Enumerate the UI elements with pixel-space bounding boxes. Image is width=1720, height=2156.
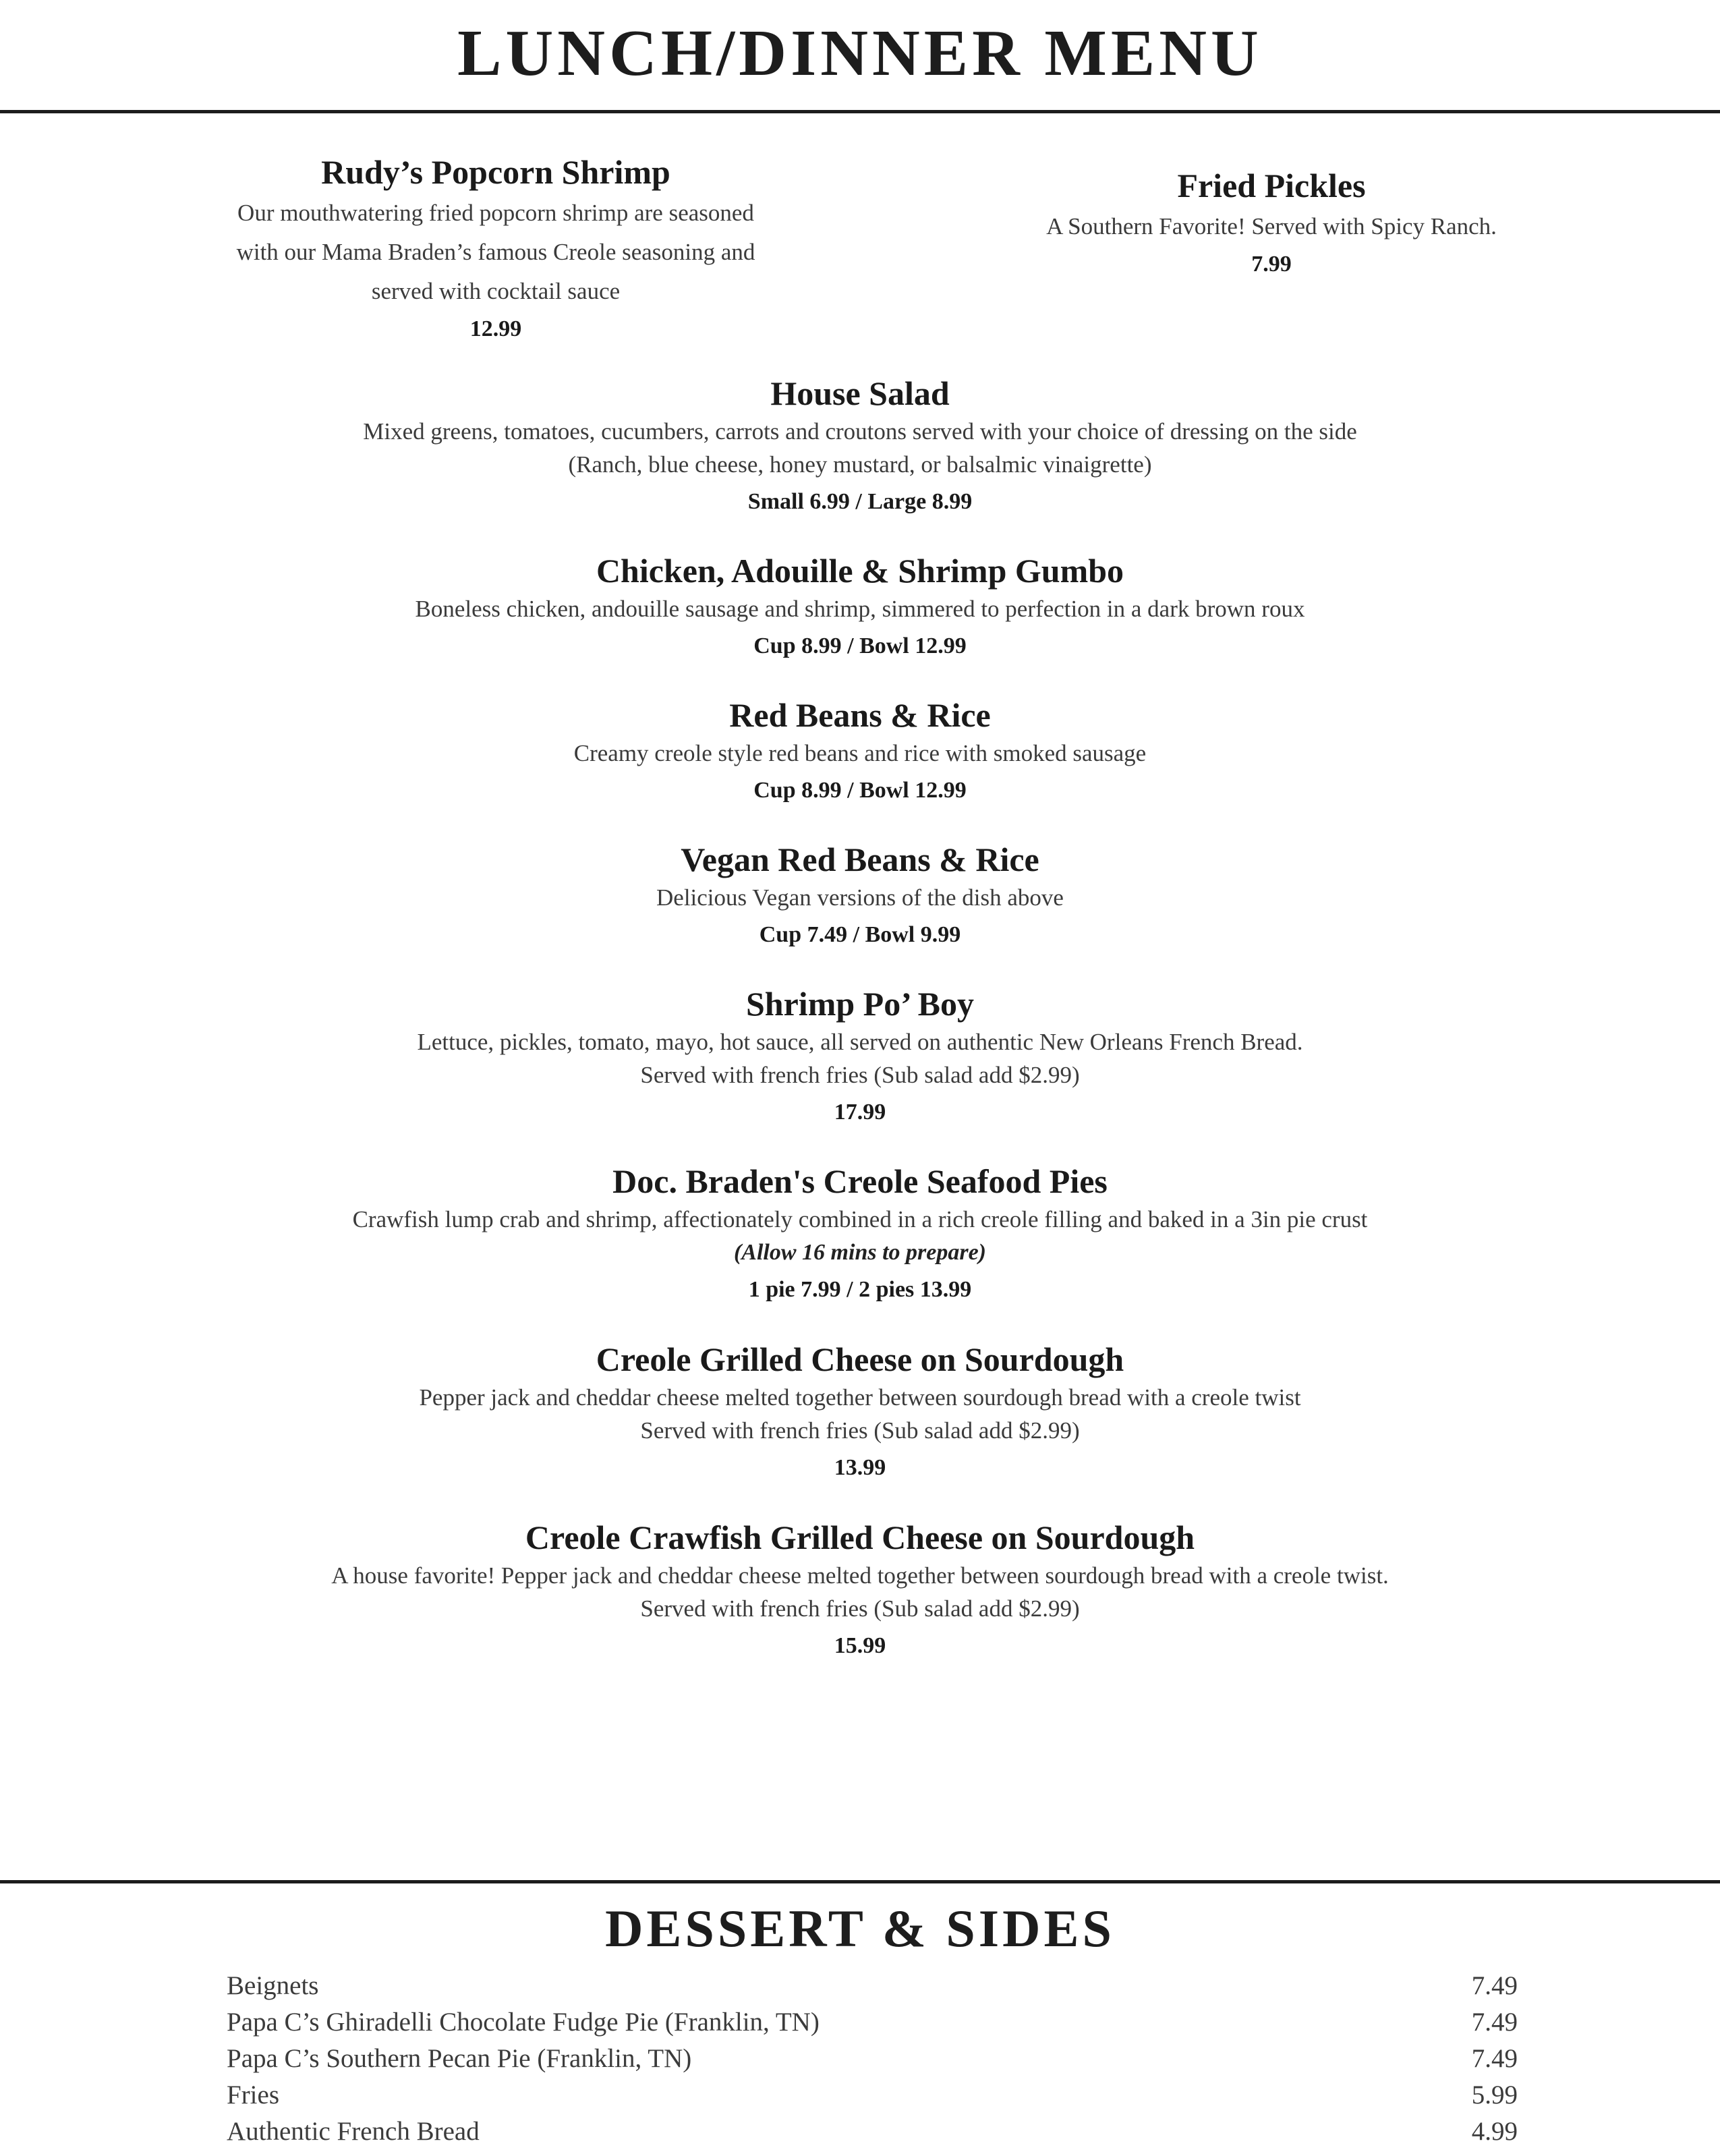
item-name: Rudy’s Popcorn Shrimp [321, 153, 670, 191]
description-line: (Ranch, blue cheese, honey mustard, or balsalmic vinaigrette) [568, 451, 1152, 478]
item-description [0, 1559, 1720, 1625]
item-description [0, 415, 1720, 481]
menu-item-seafood-pies [0, 1163, 1720, 1302]
item-description [0, 592, 1720, 625]
item-description [0, 881, 1720, 914]
description-line: Our mouthwatering fried popcorn shrimp are seasoned [237, 200, 754, 226]
item-price: 17.99 [834, 1100, 886, 1125]
side-name: Papa C’s Southern Pecan Pie (Franklin, TN) [227, 2044, 692, 2073]
item-price: 1 pie 7.99 / 2 pies 13.99 [748, 1277, 972, 1302]
top-divider [0, 110, 1720, 113]
item-price: Cup 8.99 / Bowl 12.99 [753, 633, 967, 658]
item-price: 15.99 [834, 1633, 886, 1658]
menu-item-grilled-cheese [0, 1341, 1720, 1480]
description-line: Served with french fries (Sub salad add $2.99) [640, 1595, 1080, 1622]
description-line: Mixed greens, tomatoes, cucumbers, carrots and croutons served with your choice of dressing on the side [363, 418, 1357, 445]
side-price: 7.49 [1471, 2044, 1518, 2073]
item-name: Creole Grilled Cheese on Sourdough [596, 1340, 1124, 1378]
item-name: Shrimp Po’ Boy [746, 985, 974, 1023]
item-name: Vegan Red Beans & Rice [681, 841, 1039, 878]
item-name: Fried Pickles [1177, 167, 1366, 204]
side-name: Authentic French Bread [227, 2117, 480, 2146]
dessert-sides-list [227, 1968, 1518, 2150]
item-name: Creole Crawfish Grilled Cheese on Sourdough [525, 1519, 1195, 1556]
item-price: 13.99 [834, 1455, 886, 1480]
description-line: Served with french fries (Sub salad add $2.99) [640, 1417, 1080, 1444]
item-description [0, 1025, 1720, 1091]
item-name: House Salad [770, 374, 950, 412]
description-line: Crawfish lump crab and shrimp, affectionately combined in a rich creole filling and baked in a 3in pie crust [352, 1206, 1368, 1232]
list-item [227, 2077, 1518, 2114]
description-line: served with cocktail sauce [371, 278, 621, 304]
item-price: Cup 8.99 / Bowl 12.99 [753, 778, 967, 803]
item-name: Doc. Braden's Creole Seafood Pies [612, 1162, 1108, 1200]
description-line: Delicious Vegan versions of the dish above [656, 884, 1064, 911]
list-item [227, 2041, 1518, 2077]
item-description [0, 1381, 1720, 1447]
menu-item-vegan-red-beans [0, 841, 1720, 947]
list-item [227, 2114, 1518, 2150]
menu-item-po-boy [0, 986, 1720, 1125]
menu-item-fried-pickles [931, 167, 1612, 277]
menu-item-gumbo [0, 552, 1720, 658]
menu-item-house-salad [0, 375, 1720, 514]
description-line: Served with french fries (Sub salad add $2.99) [640, 1062, 1080, 1088]
side-name: Beignets [227, 1971, 319, 2000]
page-title: LUNCH/DINNER MENU [457, 17, 1263, 90]
side-price: 4.99 [1471, 2117, 1518, 2146]
item-description [0, 737, 1720, 770]
item-price: 12.99 [469, 316, 522, 341]
description-line: Boneless chicken, andouille sausage and shrimp, simmered to perfection in a dark brown roux [415, 596, 1305, 622]
menu-item-crawfish-grilled-cheese [0, 1519, 1720, 1658]
description-line: Pepper jack and cheddar cheese melted together between sourdough bread with a creole twist [419, 1384, 1301, 1411]
item-description [0, 1203, 1720, 1269]
item-name: Red Beans & Rice [729, 696, 991, 734]
item-price: Cup 7.49 / Bowl 9.99 [759, 922, 961, 947]
description-line: Creamy creole style red beans and rice with smoked sausage [573, 740, 1147, 766]
menu-item-red-beans [0, 697, 1720, 803]
side-price: 5.99 [1471, 2080, 1518, 2109]
item-description [162, 194, 830, 311]
description-line: Lettuce, pickles, tomato, mayo, hot sauce, all served on authentic New Orleans French Bread. [417, 1029, 1303, 1055]
item-price: 7.99 [1251, 252, 1292, 277]
section-title-dessert-sides: DESSERT & SIDES [605, 1899, 1115, 1958]
description-line: A Southern Favorite! Served with Spicy Ranch. [1046, 213, 1497, 239]
list-item [227, 1968, 1518, 2004]
side-price: 7.49 [1471, 2008, 1518, 2037]
item-price: Small 6.99 / Large 8.99 [747, 489, 973, 514]
side-name: Papa C’s Ghiradelli Chocolate Fudge Pie (Franklin, TN) [227, 2008, 820, 2037]
section-divider [0, 1880, 1720, 1883]
side-name: Fries [227, 2080, 279, 2109]
description-line: A house favorite! Pepper jack and cheddar cheese melted together between sourdough bread with a creole twist. [331, 1562, 1389, 1589]
menu-item-popcorn-shrimp [162, 154, 830, 341]
list-item [227, 2004, 1518, 2041]
side-price: 7.49 [1471, 1971, 1518, 2000]
description-line: with our Mama Braden’s famous Creole seasoning and [236, 239, 755, 265]
item-description [931, 207, 1612, 246]
item-name: Chicken, Adouille & Shrimp Gumbo [596, 552, 1124, 590]
prep-time-note: (Allow 16 mins to prepare) [733, 1240, 987, 1265]
